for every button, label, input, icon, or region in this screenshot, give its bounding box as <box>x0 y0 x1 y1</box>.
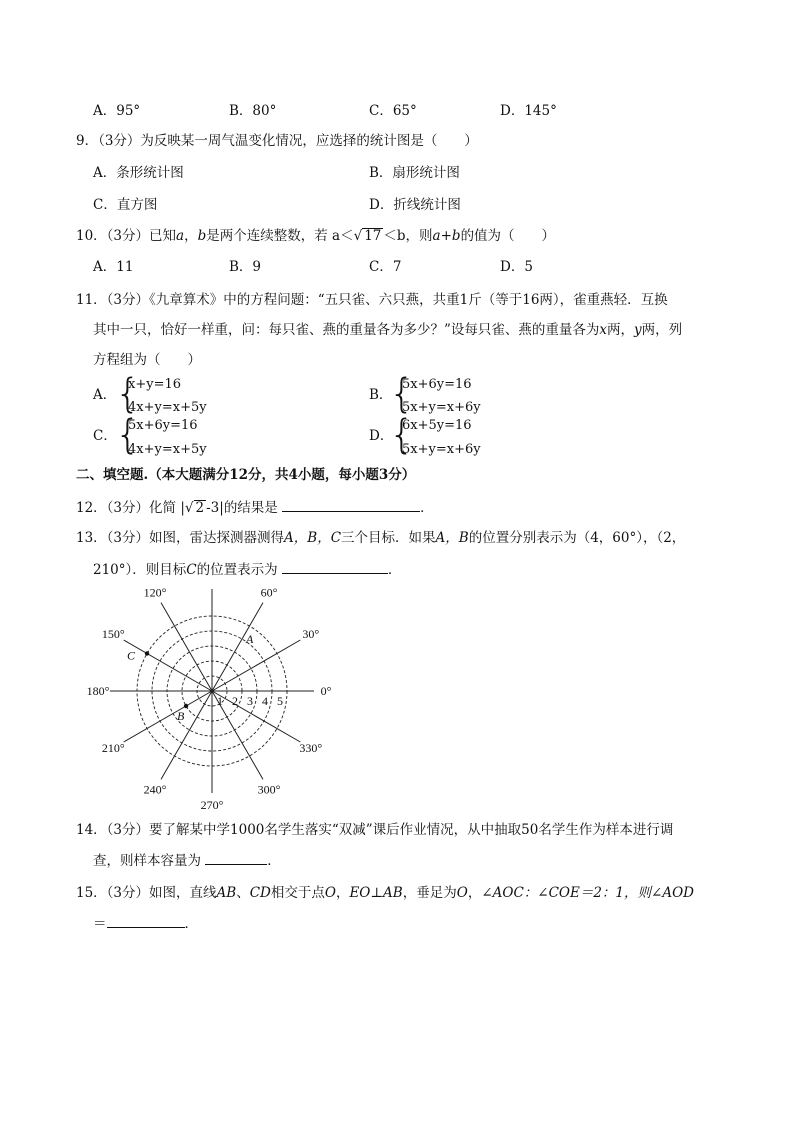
q14-answer-blank[interactable] <box>205 850 267 865</box>
q11-option-d-label: D． <box>369 428 394 444</box>
q11-line2 <box>93 320 682 340</box>
radar-point-a-label: A <box>246 632 254 647</box>
q10-stem <box>76 226 555 246</box>
q11-option-a-brace: { <box>115 371 141 417</box>
radar-ray-210 <box>124 691 212 742</box>
q8-option-c: C．65° <box>369 103 417 119</box>
q8-option-a: A．95° <box>93 103 141 119</box>
q13-line2-post: 的位置表示为 <box>196 562 278 578</box>
q13-line1-mid: 三个目标．如果 <box>341 530 436 546</box>
q10-stem-post: ＜b，则 <box>383 228 433 244</box>
q11-option-c-label: C． <box>93 428 117 444</box>
q10-stem-mid: 是两个连续整数，若 a＜ <box>206 228 354 244</box>
q10-sum: a+b <box>432 228 461 244</box>
q12-sqrt-radicand: 2 <box>195 500 205 516</box>
q11-var-x: x <box>599 322 608 338</box>
q11-option-c-brace: { <box>115 412 141 458</box>
q15-pre: 15．（3分）如图，直线 <box>76 885 217 901</box>
q15-ratio: ∠AOC：∠COE＝2：1，则∠AOD <box>481 885 694 901</box>
q11-option-a-eq2: 4x+y=x+5y <box>128 400 207 415</box>
q13-line1-post: 的位置分别表示为（4，60°），（2， <box>468 530 686 546</box>
q14-end: ． <box>267 853 281 869</box>
radar-angle-label-120: 120° <box>143 585 167 600</box>
radar-angle-label-330: 330° <box>299 741 323 755</box>
q15-comma2: ， <box>467 885 482 901</box>
q12-abs-right: | <box>219 500 224 516</box>
q12-sqrt-sign: √ <box>184 500 194 516</box>
q15-comma: ， <box>335 885 350 901</box>
radar-point-c-dot <box>145 651 149 655</box>
q10-var-a: a <box>176 228 185 244</box>
q13-points-abc: A，B，C <box>284 530 342 546</box>
q11-option-b-eq2: 5x+y=x+6y <box>402 400 481 415</box>
q12-end: ． <box>420 500 434 516</box>
q10-stem-pre: 10．（3分）已知 <box>76 228 177 244</box>
q13-line2-pre: 210°）．则目标 <box>93 562 187 578</box>
q13-point-c: C <box>186 562 197 578</box>
q8-option-d: D．145° <box>500 103 557 119</box>
q15-equals: ＝ <box>93 916 107 932</box>
radar-angle-label-0: 0° <box>320 684 332 698</box>
q15-line-ab: AB <box>216 885 237 901</box>
section-heading: 二、填空题.（本大题满分12分，共4小题，每小题3分） <box>76 467 416 483</box>
q10-var-b: b <box>197 228 207 244</box>
q12-answer-blank[interactable] <box>282 497 420 512</box>
radar-ring-label-2: 2 <box>232 694 238 708</box>
radar-angle-label-210: 210° <box>101 741 125 755</box>
q15-point-o: O <box>324 885 336 901</box>
q14-line1: 14．（3分）要了解某中学1000名学生落实“双减”课后作业情况，从中抽取50名学生作为样本进行调 <box>76 822 674 838</box>
q11-option-a-label: A． <box>93 387 117 403</box>
q11-line2-pre: 其中一只，恰好一样重，问：每只雀、燕的重量各为多少？”设每只雀、燕的重量各为 <box>93 322 600 338</box>
q11-line2-mid: 两， <box>607 322 635 338</box>
q11-line3: 方程组为（ ） <box>93 352 201 368</box>
q15-perpendicular: EO⊥AB <box>349 885 403 901</box>
q11-var-y: y <box>634 322 642 338</box>
q10-sqrt-radicand: 17 <box>364 228 382 244</box>
q13-answer-blank[interactable] <box>282 559 388 574</box>
q11-line2-post: 两，列 <box>641 322 683 338</box>
q14-line2-text: 查，则样本容量为 <box>93 853 201 869</box>
q10-stem-end: 的值为（ ） <box>460 228 556 244</box>
q15-line-cd: CD <box>249 885 271 901</box>
radar-angle-label-150: 150° <box>101 627 125 641</box>
q10-comma: ， <box>184 228 198 244</box>
q15-sep: 、 <box>236 885 250 901</box>
q15-answer-blank[interactable] <box>107 913 185 928</box>
radar-angle-label-180: 180° <box>86 684 110 698</box>
q11-option-c-eq1: 5x+6y=16 <box>128 418 198 433</box>
radar-angle-label-30: 30° <box>302 627 320 641</box>
q11-option-b-brace: { <box>389 371 415 417</box>
q15-line1 <box>76 883 694 903</box>
q14-line2 <box>93 850 281 871</box>
q12-abs-left: | <box>180 500 185 516</box>
q11-option-a-eq1: x+y=16 <box>128 377 182 392</box>
q13-points-ab: A，B <box>435 530 469 546</box>
q15-line2 <box>93 913 198 934</box>
radar-ring-label-3: 3 <box>247 694 253 708</box>
radar-ring-label-4: 4 <box>262 694 268 708</box>
radar-diagram <box>80 584 350 814</box>
q9-option-d: D．折线统计图 <box>369 197 461 213</box>
q13-line1-pre: 13．（3分）如图，雷达探测器测得 <box>76 530 285 546</box>
q11-option-d-eq1: 6x+5y=16 <box>402 418 472 433</box>
radar-point-c-label: C <box>127 648 136 663</box>
radar-ray-150 <box>124 640 212 691</box>
q9-stem: 9．（3分）为反映某一周气温变化情况，应选择的统计图是（ ） <box>76 133 478 149</box>
q8-option-b: B．80° <box>229 103 277 119</box>
radar-point-b-label: B <box>177 709 185 723</box>
q11-option-d-brace: { <box>389 412 415 458</box>
q9-option-a: A．条形统计图 <box>93 165 184 181</box>
radar-ray-60 <box>212 603 263 691</box>
q10-option-b: B．9 <box>229 259 262 275</box>
q10-option-c: C．7 <box>369 259 402 275</box>
q13-line1 <box>76 528 685 548</box>
q12-pre: 12．（3分）化简 <box>76 500 177 516</box>
q15-end: ． <box>184 916 198 932</box>
radar-ring-label-5: 5 <box>277 694 283 708</box>
q11-option-c-eq2: 4x+y=x+5y <box>128 442 207 457</box>
q11-option-d-eq2: 5x+y=x+6y <box>402 442 481 457</box>
q13-line2 <box>93 559 401 580</box>
q11-line1: 11．（3分）《九章算术》中的方程问题：“五只雀、六只燕，共重1斤（等于16两），雀重燕轻．互换 <box>76 292 668 308</box>
q10-sqrt-sign: √ <box>353 228 363 244</box>
radar-point-b-dot <box>184 704 188 708</box>
q15-mid: 相交于点 <box>270 885 325 901</box>
radar-ray-120 <box>161 603 212 691</box>
q13-end: ． <box>387 562 402 578</box>
q12-stem <box>76 497 434 518</box>
radar-angle-label-300: 300° <box>257 782 281 797</box>
q9-option-c: C．直方图 <box>93 197 158 213</box>
radar-angle-label-270: 270° <box>200 798 224 812</box>
radar-ring-label-1: 1 <box>217 694 223 708</box>
q12-rest: -3 <box>206 500 220 516</box>
radar-angle-label-60: 60° <box>260 585 278 600</box>
q12-post: 的结果是 <box>223 500 278 516</box>
q9-option-b: B．扇形统计图 <box>369 165 460 181</box>
q15-point-o2: O <box>456 885 468 901</box>
q10-option-d: D．5 <box>500 259 533 275</box>
radar-angle-label-240: 240° <box>143 782 167 797</box>
q15-foot: ，垂足为 <box>402 885 457 901</box>
q10-option-a: A．11 <box>93 259 134 275</box>
q11-option-b-label: B． <box>369 387 393 403</box>
q11-option-b-eq1: 5x+6y=16 <box>402 377 472 392</box>
